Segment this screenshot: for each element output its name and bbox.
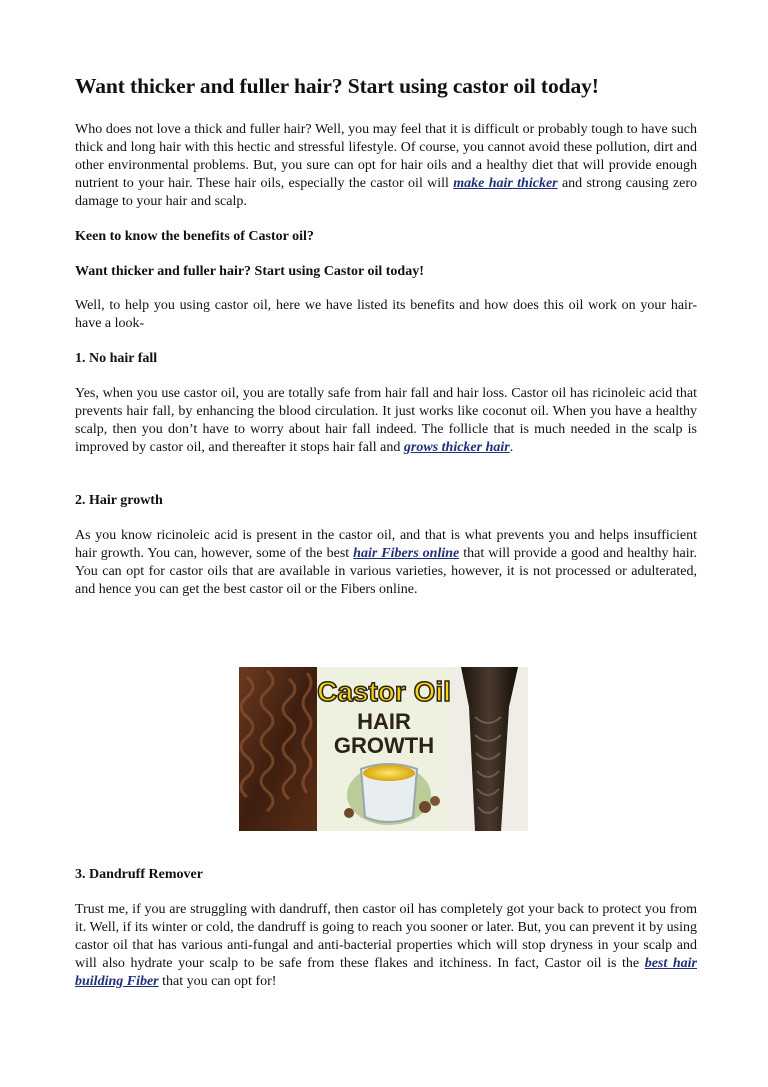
section-text-end: . [509,440,514,455]
section-heading-hair-growth: 2. Hair growth [75,493,163,508]
section-heading-no-hair-fall: 1. No hair fall [75,351,158,366]
best-hair-building-fiber-link[interactable]: best hair building Fiber [75,956,697,989]
page-title: Want thicker and fuller hair? Start using castor oil today! [75,74,599,98]
make-hair-thicker-link[interactable]: make hair thicker [453,176,558,191]
castor-bean-icon [419,801,431,813]
oil-surface [363,765,415,781]
section-text-end: that you can opt for! [158,974,277,989]
castor-bean-icon [344,808,354,818]
section-paragraph-dandruff-remover [75,901,697,991]
section-text: Yes, when you use castor oil, you are totally safe from hair fall and hair loss. Castor oil has ricinoleic acid that prevents hair fall, by enhancing the blood circulation. It just works like coconut oil. When you have a healthy scalp, then you don’t have to worry about hair fall indeed. The follicle that is much needed in the scalp is improved by castor oil, and thereafter it stops hair fall and [75,386,697,455]
intro-text-end: and strong causing zero damage to your hair and scalp. [75,176,697,209]
intro-paragraph [75,121,697,211]
figure-title-text: Castor Oil [317,676,451,707]
hair-fibers-online-link[interactable]: hair Fibers online [353,546,460,561]
section-text: As you know ricinoleic acid is present in the castor oil, and that is what prevents you and helps insufficient hair growth. You can, however, some of the best [75,528,697,561]
lead-paragraph: Well, to help you using castor oil, here we have listed its benefits and how does this oil work on your hair- have a look- [75,298,697,331]
subheading-benefits: Keen to know the benefits of Castor oil? [75,229,314,244]
section-text-end: that will provide a good and healthy hair. You can opt for castor oils that are available in various varieties, however, it is not processed or adulterated, and hence you can get the best castor oil or the Fibers online. [75,546,697,597]
figure-subtitle-growth: GROWTH [333,733,435,758]
grows-thicker-hair-link[interactable]: grows thicker hair [403,440,510,455]
castor-oil-illustration [239,667,528,831]
figure-subtitle-hair: HAIR [357,709,411,734]
intro-text: Who does not love a thick and fuller hair? Well, you may feel that it is difficult or probably tough to have such thick and long hair with this hectic and stressful lifestyle. Of course, you cannot avoid these pollution, dirt and other environmental problems. But, you sure can opt for hair oils and a healthy diet that will provide enough nutrient to your hair. These hair oils, especially the castor oil will [75,122,697,191]
section-paragraph-hair-growth [75,527,697,599]
subheading-repeat-title: Want thicker and fuller hair? Start using Castor oil today! [75,264,424,279]
castor-oil-hair-growth-image [239,667,528,831]
section-heading-dandruff-remover: 3. Dandruff Remover [75,867,203,882]
section-text: Trust me, if you are struggling with dandruff, then castor oil has completely got your back to protect you from it. Well, if its winter or cold, the dandruff is going to reach you sooner or later. But, you can prevent it by using castor oil that has various anti-fungal and anti-bacterial properties which will stop dryness in your scalp and will also hydrate your scalp to be safe from these flakes and itchiness. In fact, Castor oil is the [75,902,697,971]
section-paragraph-no-hair-fall [75,385,697,457]
castor-bean-icon [430,796,440,806]
